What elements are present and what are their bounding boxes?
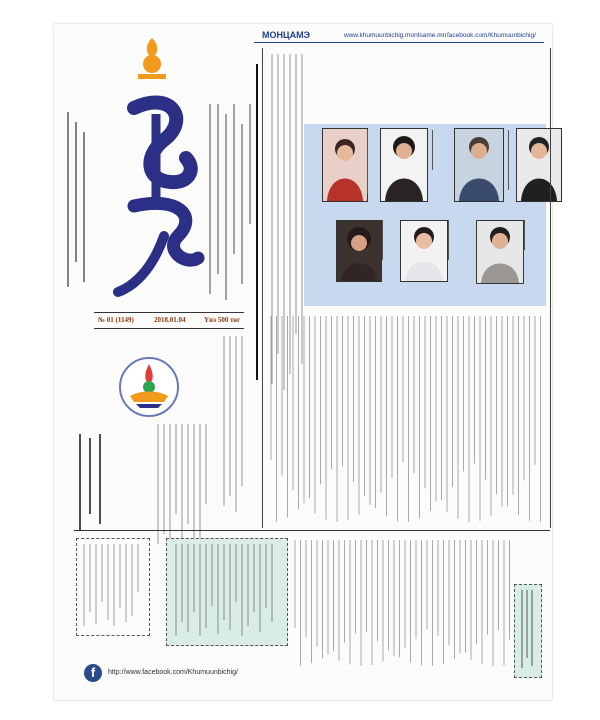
masthead-side-text-right xyxy=(204,104,254,304)
issue-rule-bottom xyxy=(94,328,244,329)
left-body-column xyxy=(154,424,214,554)
issue-rule-top xyxy=(94,312,244,313)
article-body-columns xyxy=(268,314,548,524)
dashed-box-green-text xyxy=(170,542,282,640)
photo-caption xyxy=(508,130,515,190)
header-facebook[interactable]: facebook.com/Khumuunbichig/ xyxy=(447,32,536,39)
footer-facebook-url[interactable]: http://www.facebook.com/Khumuunbichig/ xyxy=(108,669,238,676)
dashed-box-right-text xyxy=(517,588,537,672)
lotus-emblem xyxy=(118,356,180,418)
photo-caption xyxy=(382,220,389,260)
issue-price: Үнэ 500 төг xyxy=(204,316,241,324)
portrait-photo xyxy=(336,220,382,282)
column-rule xyxy=(262,48,263,528)
facebook-icon[interactable]: f xyxy=(84,664,102,682)
issue-number: № 01 (1149) xyxy=(98,316,134,324)
portrait-photo xyxy=(322,128,368,202)
photo-caption xyxy=(524,220,531,250)
masthead-side-text-left xyxy=(62,112,92,292)
masthead-body-text xyxy=(220,336,250,516)
left-title-column xyxy=(74,434,104,534)
bottom-article-columns xyxy=(292,538,512,668)
dashed-box-left-text xyxy=(80,542,144,630)
portrait-photo xyxy=(400,220,448,282)
photo-caption xyxy=(432,130,439,170)
portrait-photo xyxy=(516,128,562,202)
brand-name: МОНЦАМЭ xyxy=(262,30,310,40)
header-website[interactable]: www.khumuunbichig.montsame.mn xyxy=(344,32,447,39)
portrait-photo xyxy=(454,128,504,202)
section-rule xyxy=(74,530,550,531)
issue-date: 2018.01.04 xyxy=(154,316,186,324)
photo-caption xyxy=(448,220,455,260)
portrait-photo xyxy=(476,220,524,284)
column-rule xyxy=(550,48,551,528)
newspaper-page xyxy=(54,24,552,700)
portrait-photo xyxy=(380,128,428,202)
header-rule xyxy=(254,42,544,43)
photo-caption xyxy=(367,130,374,194)
